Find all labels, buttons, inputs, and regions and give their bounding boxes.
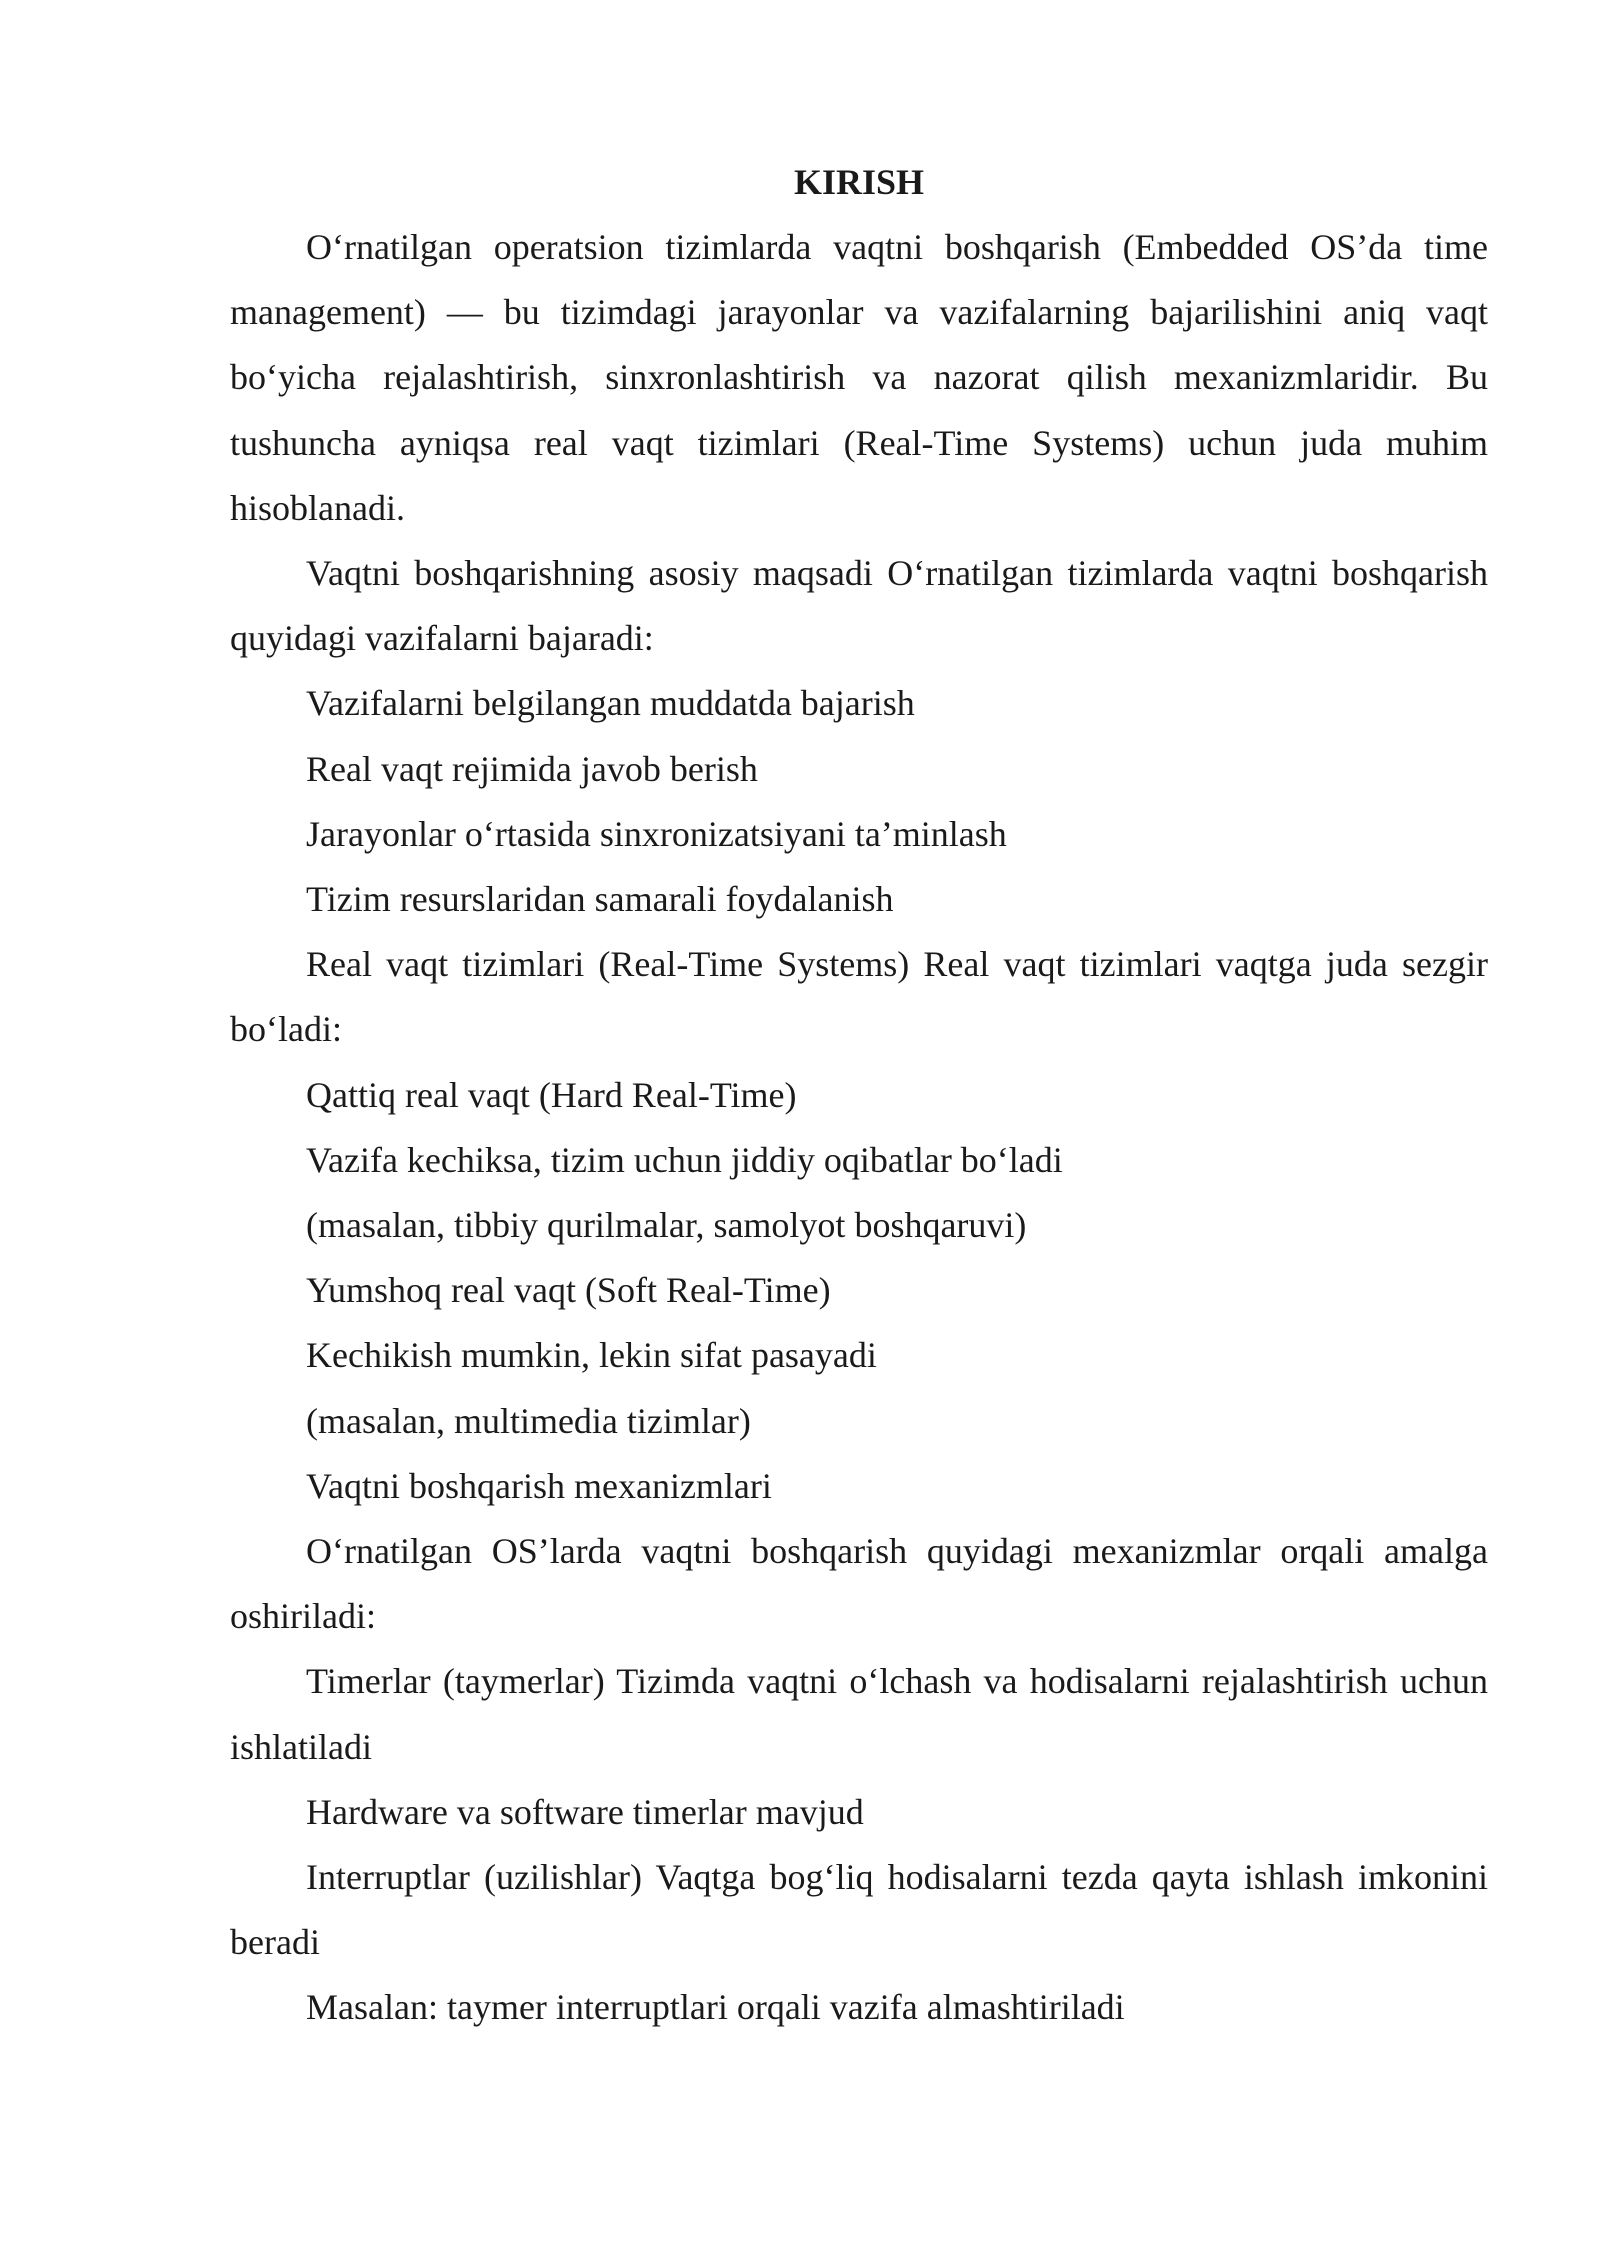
goal-item: Real vaqt rejimida javob berish [306,748,758,789]
soft-realtime-example: (masalan, multimedia tizimlar) [306,1400,751,1441]
interrupts-item: Masalan: taymer interruptlari orqali vazifa almashtiriladi [306,1987,1125,2028]
timers-item: Hardware va software timerlar mavjud [306,1791,864,1832]
goal-paragraph: Vaqtni boshqarishning asosiy maqsadi O‘rnatilgan tizimlarda vaqtni boshqarish quyidagi vazifalarni bajaradi: [230,553,1488,659]
interrupts-paragraph: Interruptlar (uzilishlar) Vaqtga bog‘liq hodisalarni tezda qayta ishlash imkonini beradi [230,1857,1488,1963]
timers-paragraph: Timerlar (taymerlar) Tizimda vaqtni o‘lchash va hodisalarni rejalashtirish uchun ishlatiladi [230,1661,1488,1767]
mechanisms-paragraph: O‘rnatilgan OS’larda vaqtni boshqarish quyidagi mexanizmlar orqali amalga oshiriladi: [230,1531,1488,1637]
intro-paragraph: O‘rnatilgan operatsion tizimlarda vaqtni boshqarish (Embedded OS’da time management) — bu tizimdagi jarayonlar va vazifalarning bajarilishini aniq vaqt bo‘yicha rejalashtirish, sinxronlashtirish va nazorat qilish mexanizmlaridir. Bu tushuncha ayniqsa real vaqt tizimlari (Real-Time Systems) uchun juda muhim hisoblanadi. [230,227,1488,528]
document-page [230,150,1488,2041]
soft-realtime-item: Yumshoq real vaqt (Soft Real-Time) [306,1270,831,1311]
goal-item: Jarayonlar o‘rtasida sinxronizatsiyani ta’minlash [306,813,1007,854]
hard-realtime-item: Qattiq real vaqt (Hard Real-Time) [306,1074,797,1115]
goal-item: Vazifalarni belgilangan muddatda bajarish [306,683,915,724]
document-title: KIRISH [793,162,925,202]
hard-realtime-detail: Vazifa kechiksa, tizim uchun jiddiy oqibatlar bo‘ladi [306,1139,1063,1180]
hard-realtime-example: (masalan, tibbiy qurilmalar, samolyot boshqaruvi) [306,1205,1027,1246]
realtime-paragraph: Real vaqt tizimlari (Real-Time Systems) Real vaqt tizimlari vaqtga juda sezgir bo‘ladi: [230,944,1488,1050]
soft-realtime-detail: Kechikish mumkin, lekin sifat pasayadi [306,1335,877,1376]
goal-item: Tizim resurslaridan samarali foydalanish [306,879,894,920]
mechanisms-heading: Vaqtni boshqarish mexanizmlari [306,1465,772,1506]
